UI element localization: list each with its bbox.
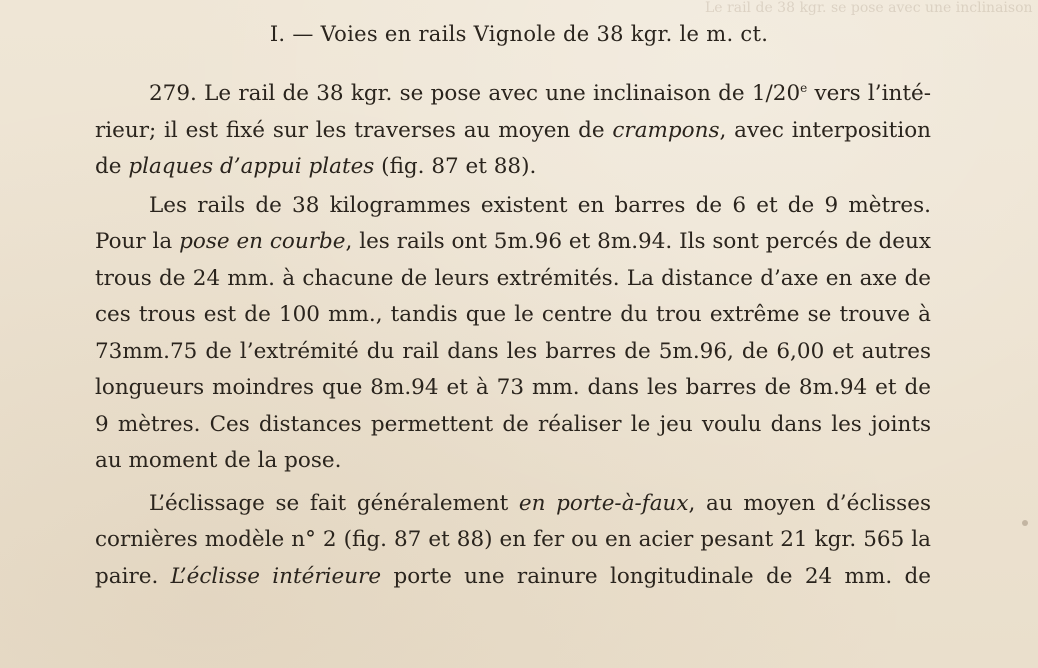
text-line: 73mm.75 de l’extrémité du rail dans les barres de 5m.96, de 6,00 et autres (95, 338, 931, 364)
paragraph-rails (95, 188, 931, 480)
text-run: rieur; il est fixé sur les traverses au moyen de (95, 117, 613, 143)
text-line: trous de 24 mm. à chacune de leurs extrémités. La distance d’axe en axe de (95, 265, 931, 291)
text-run: L’éclissage se fait généralement (149, 490, 519, 516)
text-run: (fig. 87 et 88). (374, 154, 537, 180)
section-heading: I. — Voies en rails Vignole de 38 kgr. le m. ct. (269, 22, 769, 46)
italic-term: L’éclisse intérieure (170, 563, 382, 589)
text-run: , au moyen d’éclisses (688, 490, 931, 516)
text-run: , les rails ont 5m.96 et 8m.94. Ils sont percés de deux (345, 229, 931, 255)
italic-term: en porte-à-faux (518, 490, 689, 516)
italic-term: pose en courbe (179, 229, 346, 255)
text-run: Pour la (95, 229, 180, 255)
superscript: e (800, 81, 808, 95)
text-line (95, 70, 931, 113)
text-line (95, 113, 931, 150)
paragraph-279 (95, 70, 931, 186)
text-line (95, 149, 931, 186)
text-run: paire. (95, 563, 171, 589)
text-line: longueurs moindres que 8m.94 et à 73 mm. dans les barres de 8m.94 et de (95, 375, 931, 401)
italic-term: plaques d’appui plates (128, 154, 375, 180)
text-run: porte une rainure longitudinale de 24 mm. de (381, 563, 931, 589)
text-run: , avec interposition (719, 117, 931, 143)
text-line: ces trous est de 100 mm., tandis que le centre du trou extrême se trouve à (95, 302, 931, 328)
text-run: 279. Le rail de 38 kgr. se pose avec une inclinaison de 1/20 (149, 81, 801, 107)
text-line (95, 559, 931, 596)
paper-spot (1022, 520, 1028, 526)
text-run: de (95, 154, 129, 180)
body-text (95, 70, 931, 595)
paragraph-eclissage (95, 486, 931, 596)
bleed-through-text: Le rail de 38 kgr. se pose avec une inclinaison (705, 0, 1033, 16)
text-line: Les rails de 38 kilogrammes existent en barres de 6 et de 9 mètres. (149, 192, 931, 218)
text-line: 9 mètres. Ces distances permettent de réaliser le jeu voulu dans les joints (95, 411, 931, 437)
text-line: cornières modèle n° 2 (fig. 87 et 88) en fer ou en acier pesant 21 kgr. 565 la (95, 527, 931, 553)
text-line (95, 224, 931, 261)
text-run: vers l’inté- (807, 81, 931, 107)
text-line (95, 486, 931, 523)
text-line: au moment de la pose. (95, 448, 342, 474)
italic-term: crampons (612, 117, 720, 143)
